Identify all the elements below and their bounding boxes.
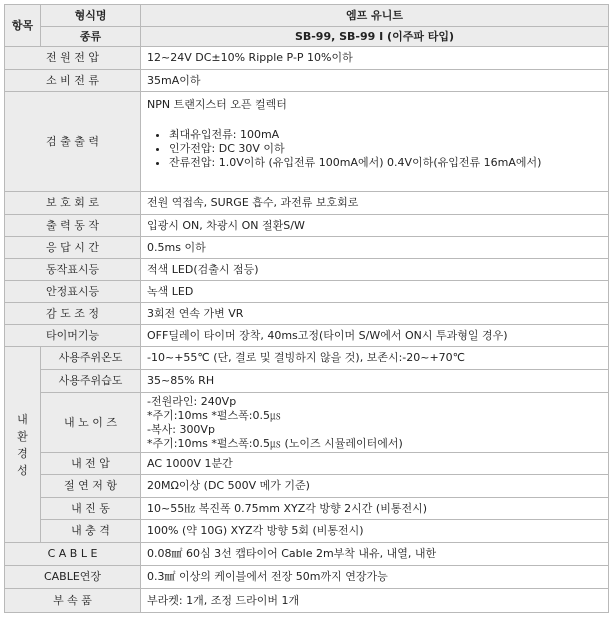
row-value: 3회전 연속 가변 VR	[141, 303, 609, 325]
env-char: 성	[17, 463, 28, 477]
env-row	[5, 370, 609, 393]
row-label: 감 도 조 정	[5, 303, 141, 325]
noise-line: -전원라인: 240Vp	[147, 394, 237, 408]
row-value: 0.5ms 이하	[141, 237, 609, 259]
row-value: 녹색 LED	[141, 281, 609, 303]
row-label: 전 원 전 압	[5, 47, 141, 70]
env-label: 사용주위습도	[41, 370, 141, 393]
row-value: 35mA이하	[141, 70, 609, 92]
table-row	[5, 589, 609, 613]
env-row	[5, 520, 609, 543]
table-row	[5, 259, 609, 281]
table-row	[5, 70, 609, 92]
type-label: 종류	[41, 27, 141, 47]
noise-line: *주기:10ms *펄스폭:0.5㎲	[147, 408, 281, 422]
row-label: CABLE연장	[5, 566, 141, 589]
row-label: 타이머기능	[5, 325, 141, 347]
noise-line: -복사: 300Vp	[147, 422, 215, 436]
row-value: 전원 역접속, SURGE 흡수, 과전류 보호회로	[141, 192, 609, 215]
detection-label: 검 출 출 력	[5, 92, 141, 192]
env-row	[5, 393, 609, 453]
row-label: 안정표시등	[5, 281, 141, 303]
row-value: 부라켓: 1개, 조정 드라이버 1개	[141, 589, 609, 613]
row-value: 입광시 ON, 차광시 ON 절환S/W	[141, 215, 609, 237]
table-row	[5, 47, 609, 70]
table-row	[5, 566, 609, 589]
row-label: 보 호 회 로	[5, 192, 141, 215]
noise-value	[141, 393, 609, 453]
row-label: 출 력 동 작	[5, 215, 141, 237]
corner-label: 항목	[5, 5, 41, 47]
list-item: • 최대유입전류: 100mA	[169, 128, 602, 142]
environment-group-label	[5, 347, 41, 543]
detection-row	[5, 92, 609, 192]
table-row	[5, 237, 609, 259]
model-label: 형식명	[41, 5, 141, 27]
env-label: 내 진 동	[41, 498, 141, 520]
env-char: 경	[17, 446, 28, 460]
env-value: 10~55㎐ 복진폭 0.75mm XYZ각 방향 2시간 (비통전시)	[141, 498, 609, 520]
env-row	[5, 453, 609, 475]
row-value: 0.3㎟ 이상의 케이블에서 전장 50m까지 연장가능	[141, 566, 609, 589]
detection-intro: NPN 트랜지스터 오픈 컬렉터	[147, 98, 287, 111]
list-item: • 잔류전압: 1.0V이하 (유입전류 100mA에서) 0.4V이하(유입전류 16mA에서)	[169, 156, 602, 170]
env-value: 20MΩ이상 (DC 500V 메가 기준)	[141, 475, 609, 498]
row-value: 12~24V DC±10% Ripple P-P 10%이하	[141, 47, 609, 70]
env-row	[5, 347, 609, 370]
noise-line: *주기:10ms *펄스폭:0.5㎲ (노이즈 시뮬레이터에서)	[147, 436, 403, 450]
row-value: 적색 LED(검출시 점등)	[141, 259, 609, 281]
row-value: 0.08㎟ 60심 3선 캡타이어 Cable 2m부착 내유, 내열, 내한	[141, 543, 609, 566]
env-label: 내 노 이 즈	[41, 393, 141, 453]
spec-table	[4, 4, 609, 613]
table-row	[5, 192, 609, 215]
header-row-model	[5, 5, 609, 27]
env-value: 35~85% RH	[141, 370, 609, 393]
env-label: 내 충 격	[41, 520, 141, 543]
table-row	[5, 543, 609, 566]
env-row	[5, 498, 609, 520]
env-row	[5, 475, 609, 498]
row-label: 응 답 시 간	[5, 237, 141, 259]
table-row	[5, 303, 609, 325]
env-label: 절 연 저 항	[41, 475, 141, 498]
row-label: 동작표시등	[5, 259, 141, 281]
header-row-type	[5, 27, 609, 47]
env-label: 내 전 압	[41, 453, 141, 475]
table-row	[5, 325, 609, 347]
list-item: • 인가전압: DC 30V 이하	[169, 142, 602, 156]
env-value: 100% (약 10G) XYZ각 방향 5회 (비통전시)	[141, 520, 609, 543]
env-value: AC 1000V 1분간	[141, 453, 609, 475]
row-value: OFF딜레이 타이머 장착, 40ms고정(타이머 S/W에서 ON시 투과형일 경우)	[141, 325, 609, 347]
env-value: -10~+55℃ (단, 결로 및 결빙하지 않을 것), 보존시:-20~+70℃	[141, 347, 609, 370]
row-label: C A B L E	[5, 543, 141, 566]
detection-value	[141, 92, 609, 192]
row-label: 부 속 품	[5, 589, 141, 613]
table-row	[5, 215, 609, 237]
env-label: 사용주위온도	[41, 347, 141, 370]
env-char: 내	[17, 412, 28, 426]
detection-bullets	[147, 128, 602, 170]
env-char: 환	[17, 429, 28, 443]
table-row	[5, 281, 609, 303]
type-value: SB-99, SB-99 I (이주파 타입)	[141, 27, 609, 47]
model-value: 엠프 유니트	[141, 5, 609, 27]
row-label: 소 비 전 류	[5, 70, 141, 92]
